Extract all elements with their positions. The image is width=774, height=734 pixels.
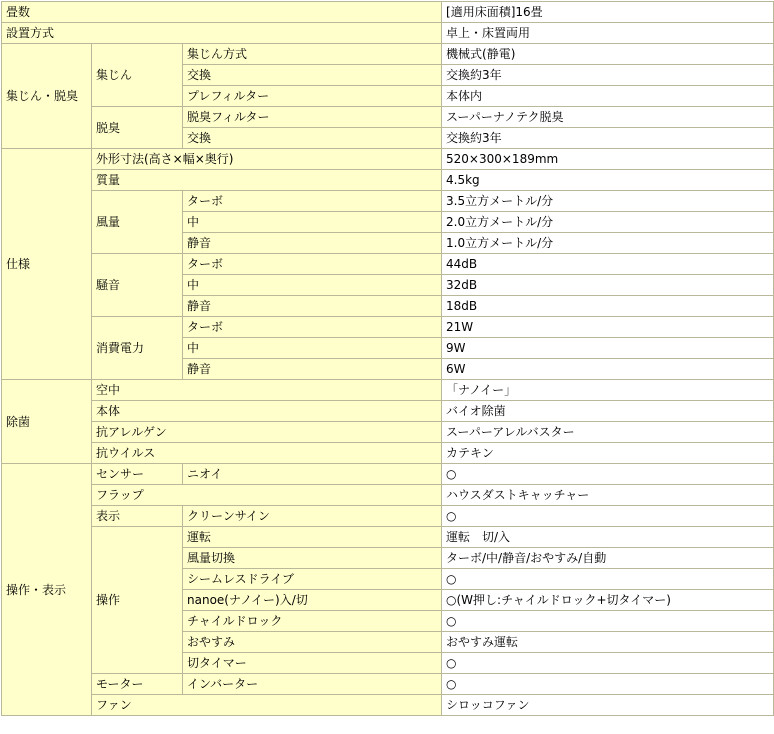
spec-value: 卓上・床置両用 [442, 23, 774, 44]
spec-value: バイオ除菌 [442, 401, 774, 422]
spec-label: 交換 [183, 128, 442, 149]
spec-value: 交換約3年 [442, 65, 774, 86]
table-row [2, 485, 774, 506]
spec-label: 外形寸法(高さ×幅×奥行) [92, 149, 442, 170]
group-label-display: 表示 [92, 506, 183, 527]
spec-label: 交換 [183, 65, 442, 86]
table-row [2, 506, 774, 527]
spec-value: [適用床面積]16畳 [442, 2, 774, 23]
spec-value: シロッコファン [442, 695, 774, 716]
spec-label: nanoe(ナノイー)入/切 [183, 590, 442, 611]
table-row [2, 464, 774, 485]
group-label-airflow: 風量 [92, 191, 183, 254]
spec-value: ○ [442, 464, 774, 485]
spec-value: ○(W押し:チャイルドロック+切タイマー) [442, 590, 774, 611]
spec-label: 抗ウイルス [92, 443, 442, 464]
spec-label: 静音 [183, 296, 442, 317]
spec-label: 運転 [183, 527, 442, 548]
spec-label: ファン [92, 695, 442, 716]
spec-value: 交換約3年 [442, 128, 774, 149]
table-row [2, 44, 774, 65]
section-label-dust-deodor: 集じん・脱臭 [2, 44, 92, 149]
spec-value: スーパーナノテク脱臭 [442, 107, 774, 128]
spec-label: ターボ [183, 191, 442, 212]
spec-value: ○ [442, 611, 774, 632]
spec-label: 中 [183, 275, 442, 296]
group-label-noise: 騒音 [92, 254, 183, 317]
spec-label: 切タイマー [183, 653, 442, 674]
spec-value: ○ [442, 569, 774, 590]
spec-label: 設置方式 [2, 23, 442, 44]
spec-label: 風量切換 [183, 548, 442, 569]
spec-value: 21W [442, 317, 774, 338]
spec-label: 中 [183, 338, 442, 359]
spec-value: 2.0立方メートル/分 [442, 212, 774, 233]
group-label-power: 消費電力 [92, 317, 183, 380]
spec-value: 3.5立方メートル/分 [442, 191, 774, 212]
spec-label: ニオイ [183, 464, 442, 485]
spec-table [1, 1, 774, 716]
spec-label: 本体 [92, 401, 442, 422]
spec-value: 44dB [442, 254, 774, 275]
table-row [2, 317, 774, 338]
table-row [2, 107, 774, 128]
spec-label: シームレスドライブ [183, 569, 442, 590]
table-row [2, 422, 774, 443]
spec-value: 6W [442, 359, 774, 380]
table-row [2, 254, 774, 275]
spec-value: 9W [442, 338, 774, 359]
table-row [2, 149, 774, 170]
section-label-sterilize: 除菌 [2, 380, 92, 464]
spec-value: 運転 切/入 [442, 527, 774, 548]
spec-label: おやすみ [183, 632, 442, 653]
table-row [2, 170, 774, 191]
group-label-motor: モーター [92, 674, 183, 695]
spec-value: ○ [442, 653, 774, 674]
table-row [2, 380, 774, 401]
table-row [2, 401, 774, 422]
spec-value: 18dB [442, 296, 774, 317]
spec-label: 静音 [183, 233, 442, 254]
table-row [2, 674, 774, 695]
group-label-deodor: 脱臭 [92, 107, 183, 149]
spec-label: 畳数 [2, 2, 442, 23]
spec-value: ○ [442, 674, 774, 695]
spec-label: 中 [183, 212, 442, 233]
spec-label: 静音 [183, 359, 442, 380]
group-label-dust: 集じん [92, 44, 183, 107]
group-label-operation: 操作 [92, 527, 183, 674]
spec-value: 本体内 [442, 86, 774, 107]
spec-label: 脱臭フィルター [183, 107, 442, 128]
spec-label: チャイルドロック [183, 611, 442, 632]
spec-value: ハウスダストキャッチャー [442, 485, 774, 506]
spec-label: 質量 [92, 170, 442, 191]
spec-value: 4.5kg [442, 170, 774, 191]
spec-label: フラップ [92, 485, 442, 506]
spec-label: ターボ [183, 254, 442, 275]
spec-value: ターボ/中/静音/おやすみ/自動 [442, 548, 774, 569]
table-row [2, 191, 774, 212]
spec-value: 1.0立方メートル/分 [442, 233, 774, 254]
table-row [2, 23, 774, 44]
spec-value: スーパーアレルバスター [442, 422, 774, 443]
spec-label: インバーター [183, 674, 442, 695]
spec-value: ○ [442, 506, 774, 527]
spec-value: 32dB [442, 275, 774, 296]
spec-value: 機械式(静電) [442, 44, 774, 65]
group-label-sensor: センサー [92, 464, 183, 485]
table-row [2, 443, 774, 464]
spec-label: 空中 [92, 380, 442, 401]
spec-label: 抗アレルゲン [92, 422, 442, 443]
spec-value: おやすみ運転 [442, 632, 774, 653]
spec-label: プレフィルター [183, 86, 442, 107]
spec-label: クリーンサイン [183, 506, 442, 527]
spec-label: ターボ [183, 317, 442, 338]
table-row [2, 2, 774, 23]
spec-label: 集じん方式 [183, 44, 442, 65]
spec-value: 520×300×189mm [442, 149, 774, 170]
spec-value: 「ナノイー」 [442, 380, 774, 401]
table-row [2, 695, 774, 716]
section-label-operation-display: 操作・表示 [2, 464, 92, 716]
spec-value: カテキン [442, 443, 774, 464]
section-label-specs: 仕様 [2, 149, 92, 380]
table-row [2, 527, 774, 548]
